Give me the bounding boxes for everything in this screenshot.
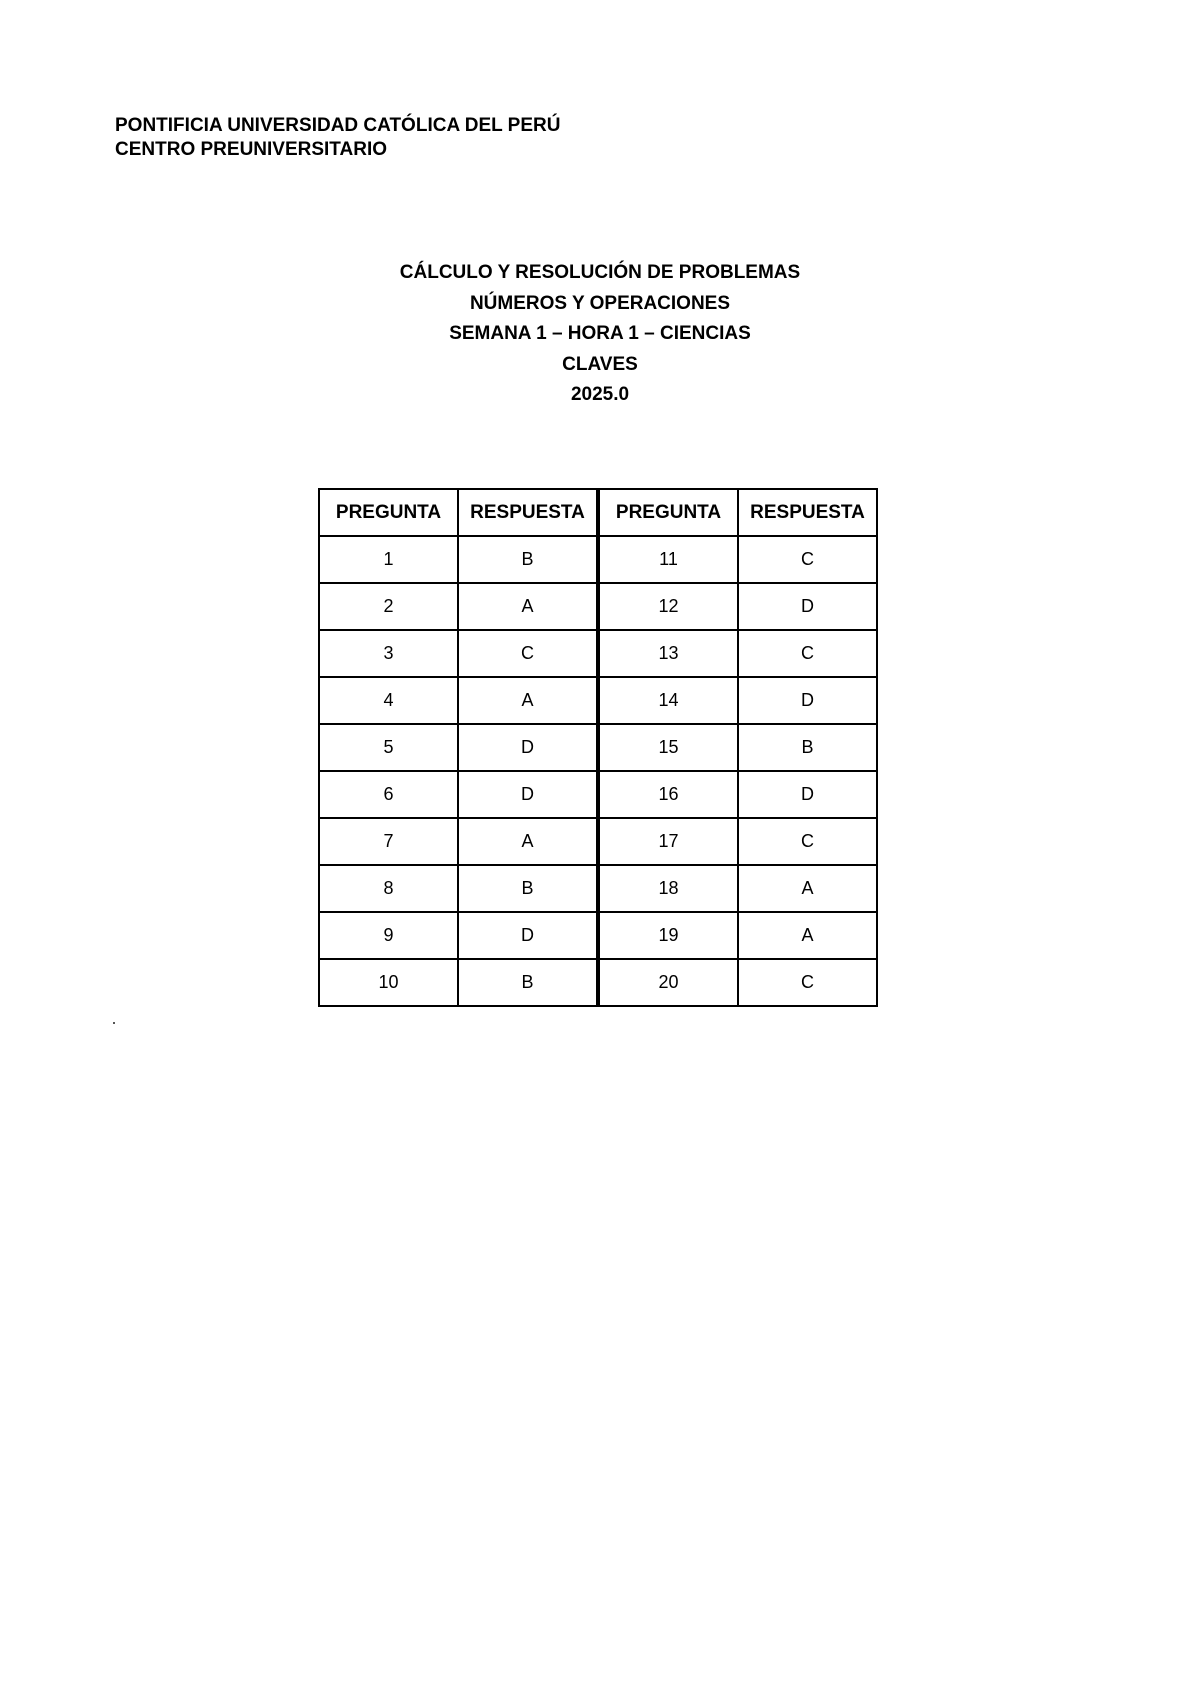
column-header-question-2: PREGUNTA xyxy=(598,489,738,536)
answer-letter-cell: C xyxy=(738,630,877,677)
answer-letter-cell: A xyxy=(738,912,877,959)
table-row xyxy=(319,912,877,959)
answer-letter-cell: B xyxy=(458,536,598,583)
answer-key-body xyxy=(319,536,877,1006)
university-name: PONTIFICIA UNIVERSIDAD CATÓLICA DEL PERÚ xyxy=(115,115,561,136)
answer-letter-cell: C xyxy=(738,959,877,1006)
answer-letter-cell: A xyxy=(458,818,598,865)
question-number-cell: 18 xyxy=(598,865,738,912)
question-number-cell: 9 xyxy=(319,912,458,959)
question-number-cell: 19 xyxy=(598,912,738,959)
course-title: CÁLCULO Y RESOLUCIÓN DE PROBLEMAS xyxy=(399,262,801,283)
answer-letter-cell: B xyxy=(458,959,598,1006)
table-row xyxy=(319,536,877,583)
document-type: CLAVES xyxy=(562,353,638,375)
question-number-cell: 11 xyxy=(598,536,738,583)
document-title-block xyxy=(0,258,1200,411)
question-number-cell: 4 xyxy=(319,677,458,724)
answer-letter-cell: D xyxy=(458,912,598,959)
question-number-cell: 7 xyxy=(319,818,458,865)
answer-letter-cell: A xyxy=(458,583,598,630)
answer-letter-cell: B xyxy=(738,724,877,771)
question-number-cell: 1 xyxy=(319,536,458,583)
column-header-question-1: PREGUNTA xyxy=(319,489,458,536)
answer-letter-cell: C xyxy=(458,630,598,677)
center-name: CENTRO PREUNIVERSITARIO xyxy=(115,139,388,160)
question-number-cell: 14 xyxy=(598,677,738,724)
table-row xyxy=(319,630,877,677)
question-number-cell: 3 xyxy=(319,630,458,677)
table-row xyxy=(319,583,877,630)
answer-letter-cell: D xyxy=(738,771,877,818)
table-row xyxy=(319,677,877,724)
question-number-cell: 8 xyxy=(319,865,458,912)
answer-letter-cell: A xyxy=(738,865,877,912)
answer-letter-cell: D xyxy=(738,677,877,724)
period: 2025.0 xyxy=(570,384,630,405)
question-number-cell: 13 xyxy=(598,630,738,677)
answer-letter-cell: D xyxy=(458,724,598,771)
answer-letter-cell: D xyxy=(458,771,598,818)
question-number-cell: 10 xyxy=(319,959,458,1006)
question-number-cell: 2 xyxy=(319,583,458,630)
column-header-answer-1: RESPUESTA xyxy=(458,489,598,536)
institution-header xyxy=(115,114,560,162)
question-number-cell: 15 xyxy=(598,724,738,771)
table-row xyxy=(319,818,877,865)
table-row xyxy=(319,959,877,1006)
answer-letter-cell: C xyxy=(738,536,877,583)
table-row xyxy=(319,771,877,818)
answer-key-table xyxy=(318,488,878,1007)
stray-dot xyxy=(113,1022,115,1024)
table-row xyxy=(319,865,877,912)
table-header-row xyxy=(319,489,877,536)
answer-letter-cell: A xyxy=(458,677,598,724)
question-number-cell: 17 xyxy=(598,818,738,865)
answer-letter-cell: B xyxy=(458,865,598,912)
session-title: SEMANA 1 – HORA 1 – CIENCIAS xyxy=(449,323,751,344)
topic-title: NÚMEROS Y OPERACIONES xyxy=(469,292,731,314)
question-number-cell: 16 xyxy=(598,771,738,818)
question-number-cell: 12 xyxy=(598,583,738,630)
answer-letter-cell: D xyxy=(738,583,877,630)
answer-letter-cell: C xyxy=(738,818,877,865)
question-number-cell: 5 xyxy=(319,724,458,771)
column-header-answer-2: RESPUESTA xyxy=(738,489,877,536)
question-number-cell: 6 xyxy=(319,771,458,818)
table-row xyxy=(319,724,877,771)
question-number-cell: 20 xyxy=(598,959,738,1006)
